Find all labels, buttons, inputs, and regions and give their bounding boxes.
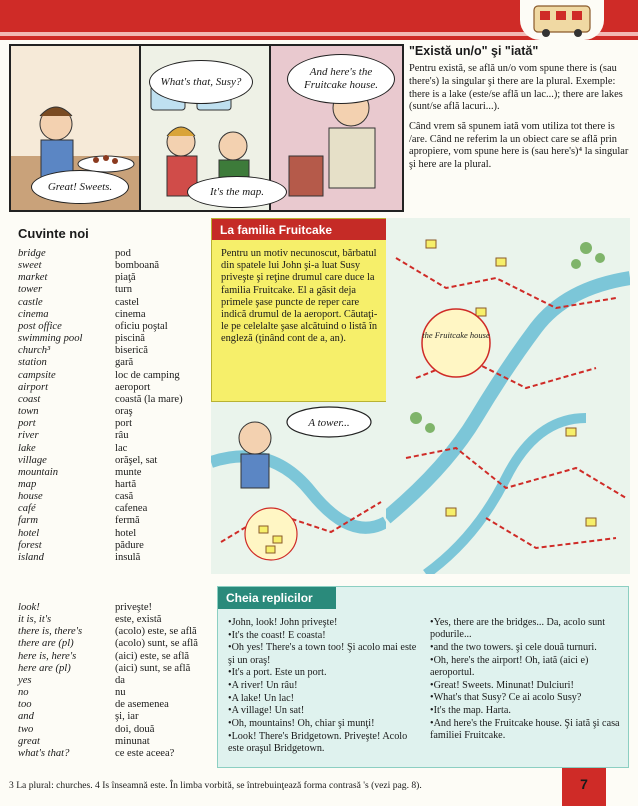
vocab-romanian: oraş: [115, 406, 133, 418]
vocab-romanian: (aici) este, se află: [115, 650, 190, 662]
vocab-english: house: [18, 491, 43, 503]
vocab-row: [18, 675, 213, 687]
vocab-romanian: port: [115, 418, 133, 430]
vocab-english: village: [18, 454, 47, 466]
answer-key-line: •Oh, here's the airport! Oh, iată (aici e) aeroportul.: [430, 654, 589, 678]
vocab-list: [18, 248, 213, 564]
vocab-english: bridge: [18, 248, 46, 259]
vocab-english: campsite: [18, 369, 56, 381]
vocab-english: café: [18, 503, 36, 515]
vocab-row: [18, 382, 213, 394]
vocab-romanian: şi, iar: [115, 711, 139, 723]
vocab-english: too: [18, 699, 32, 711]
family-box-title: La familia Fruitcake: [212, 219, 387, 240]
speech-bubble: It's the map.: [187, 176, 287, 208]
answer-key-line: •Oh yes! There's a town too! Şi acolo mai este şi un oraş!: [228, 642, 417, 666]
grammar-paragraph: Când vrem să spunem iată vom utiliza tot there is /are. Când ne referim la un obiect care se află prin apropiere, vom spune here is (sau here's)⁴ la singular şi here are la plural.: [409, 121, 629, 171]
vocab-row: [18, 626, 213, 638]
vocab-english: station: [18, 357, 47, 369]
vocab-row: [18, 406, 213, 418]
vocab-english: look!: [18, 602, 40, 613]
vocab-row: [18, 699, 213, 711]
vocab-romanian: coastă (la mare): [115, 393, 183, 405]
route-map-lower: [211, 402, 386, 574]
vocab-romanian: aeroport: [115, 381, 151, 393]
vocab-romanian: pădure: [115, 539, 144, 551]
vocab-romanian: de asemenea: [115, 699, 169, 711]
vocab-english: it is, it's: [18, 614, 52, 626]
answer-key-line: •Oh, mountains! Oh, chiar şi munţi!: [228, 718, 375, 730]
vocab-english: post office: [18, 320, 62, 332]
vocab-row: [18, 711, 213, 723]
vocab-romanian: oficiu poştal: [115, 320, 168, 332]
vocab-row: [18, 503, 213, 515]
vocab-english: here is, here's: [18, 650, 77, 662]
vocab-romanian: priveşte!: [115, 602, 153, 613]
vocab-english: mountain: [18, 466, 59, 478]
answer-key-line: •A river! Un râu!: [228, 680, 298, 692]
vocab-row: [18, 418, 213, 430]
vocab-english: here are (pl): [18, 662, 71, 674]
vocab-english: town: [18, 406, 39, 418]
vocab-english: yes: [18, 674, 32, 686]
answer-key-line: •John, look! John priveşte!: [228, 617, 338, 628]
vocab-row: [18, 357, 213, 369]
vocab-english: two: [18, 723, 34, 735]
vocab-english: airport: [18, 381, 49, 393]
vocab-romanian: fermă: [115, 515, 140, 527]
vocab-english: farm: [18, 515, 39, 527]
answer-key-line: •A lake! Un lac!: [228, 692, 295, 704]
vocab-romanian: (acolo) sunt, se află: [115, 638, 198, 650]
vocab-row: [18, 345, 213, 357]
vocab-row: [18, 602, 213, 614]
vocab-english: and: [18, 711, 34, 723]
map-house-label: the Fruitcake house: [422, 330, 490, 340]
speech-bubble: What's that, Susy?: [149, 60, 253, 104]
answer-key-right: [430, 617, 625, 743]
vocab-romanian: (aici) sunt, se află: [115, 662, 191, 674]
vocab-row: [18, 638, 213, 650]
answer-key-line: •It's the map. Harta.: [430, 704, 511, 716]
answer-key-line: •It's a port. Este un port.: [228, 667, 327, 679]
answer-key-line: •Yes, there are the bridges... Da, acolo sunt podurile...: [430, 617, 606, 641]
vocab-row: [18, 333, 213, 345]
vocab-row: [18, 430, 213, 442]
vocab-title: Cuvinte noi: [18, 226, 89, 241]
vocab-romanian: castel: [115, 296, 140, 308]
vocab-romanian: hartă: [115, 478, 137, 490]
answer-key-title: Cheia replicilor: [218, 587, 336, 609]
page-number: 7: [562, 768, 606, 806]
vocab-romanian: nu: [115, 687, 126, 699]
vocab-row: [18, 479, 213, 491]
vocab-english: island: [18, 551, 44, 563]
vocab-english: swimming pool: [18, 333, 83, 345]
route-map: [386, 218, 630, 574]
vocab-row: [18, 614, 213, 626]
vocab-english: port: [18, 418, 36, 430]
family-box-text: Pentru un motiv necunoscut, bărbatul din spatele lui John şi-a luat Susy priveşte şi reţine drumul care duce la familia Fruitcake. El a găsit deja primele şase puncte de reper care indică drumul de la aeroport. Căutaţi-le pe celelalte şase alcătuind o listă în engleză (ţinând cont de a, an).: [221, 248, 378, 345]
vocab-row: [18, 736, 213, 748]
vocab-row: [18, 748, 213, 760]
vocab-english: castle: [18, 296, 43, 308]
chapter-badge: [520, 0, 604, 40]
vocab-english: no: [18, 687, 29, 699]
vocab-english: river: [18, 430, 39, 442]
answer-key-line: •and the two towers. şi cele două turnuri.: [430, 641, 597, 653]
vocab-row: [18, 321, 213, 333]
vocab-romanian: piscină: [115, 333, 146, 345]
answer-key-line: •It's the coast! E coasta!: [228, 629, 326, 641]
vocab-english: what's that?: [18, 747, 70, 759]
vocab-row: [18, 687, 213, 699]
vocab-row: [18, 394, 213, 406]
answer-key-line: •Great! Sweets. Minunat! Dulciuri!: [430, 679, 574, 691]
vocab-row: [18, 515, 213, 527]
vocab-row: [18, 309, 213, 321]
speech-bubble: And here's the Fruitcake house.: [287, 54, 395, 104]
vocab-romanian: ce este aceea?: [115, 747, 175, 759]
vocab-row: [18, 663, 213, 675]
answer-key-line: •And here's the Fruitcake house. Şi iată şi casa familiei Fruitcake.: [430, 717, 620, 741]
vocab-romanian: orăşel, sat: [115, 454, 158, 466]
answer-key-line: •What's that Susy? Ce ai acolo Susy?: [430, 692, 582, 704]
vocab-row: [18, 260, 213, 272]
vocab-english: there are (pl): [18, 638, 74, 650]
vocab-romanian: (acolo) este, se află: [115, 626, 197, 638]
grammar-explanation: [409, 44, 629, 179]
vocab-romanian: pod: [115, 248, 131, 259]
vocab-english: church³: [18, 345, 51, 357]
vocab-english: market: [18, 272, 48, 284]
vocab-romanian: cinema: [115, 308, 146, 320]
map-speech-bubble: A tower...: [308, 417, 350, 429]
vocab-romanian: hotel: [115, 527, 137, 539]
family-box: [211, 218, 388, 402]
comic-strip: [9, 44, 404, 212]
vocab-romanian: bomboană: [115, 260, 160, 272]
vocab-romanian: piaţă: [115, 272, 136, 284]
vocab-romanian: loc de camping: [115, 369, 180, 381]
vocab-romanian: munte: [115, 466, 142, 478]
vocab-row: [18, 528, 213, 540]
vocab-row: [18, 491, 213, 503]
vocab-romanian: biserică: [115, 345, 148, 357]
answer-key-left: [228, 617, 420, 756]
vocab-row: [18, 443, 213, 455]
vocab-romanian: minunat: [115, 735, 150, 747]
vocab-romanian: da: [115, 674, 125, 686]
vocab-row: [18, 272, 213, 284]
vocab-row: [18, 651, 213, 663]
vocab-english: sweet: [18, 260, 42, 272]
grammar-title: "Există un/o" şi "iată": [409, 44, 539, 58]
grammar-paragraph: Pentru există, se află un/o vom spune there is (sau there's) la singular şi there are la plural. Exemple: there is a lake (este/se află un lac...); there are lakes (sunt/se află lacuri...).: [409, 63, 623, 113]
vocab-row: [18, 455, 213, 467]
vocab-romanian: este, există: [115, 614, 162, 626]
vocab-english: cinema: [18, 308, 49, 320]
vocab-romanian: râu: [115, 430, 129, 442]
vocab-romanian: cafenea: [115, 503, 148, 515]
vocab-romanian: casă: [115, 491, 134, 503]
vocab-row: [18, 552, 213, 564]
vocab-romanian: gară: [115, 357, 134, 369]
vocab-english: map: [18, 478, 37, 490]
vocab-row: [18, 467, 213, 479]
vocab-row: [18, 370, 213, 382]
vocab-english: great: [18, 735, 40, 747]
top-band: [0, 0, 638, 40]
vocab-romanian: insulă: [115, 551, 141, 563]
vocab-english: there is, there's: [18, 626, 83, 638]
vocab-row: [18, 540, 213, 552]
vocab-english: coast: [18, 393, 41, 405]
answer-key-line: •A village! Un sat!: [228, 705, 305, 717]
vocab-english: lake: [18, 442, 36, 454]
phrase-list: [18, 602, 213, 760]
speech-bubble: Great! Sweets.: [31, 170, 129, 204]
vocab-row: [18, 248, 213, 260]
train-badge-icon: [520, 0, 604, 40]
answer-key: [217, 586, 629, 768]
vocab-row: [18, 297, 213, 309]
vocab-english: hotel: [18, 527, 40, 539]
footnote: 3 La plural: churches. 4 Is înseamnă este. În limba vorbită, se întrebuinţează forma contrasă 's (vezi pag. 8).: [9, 780, 422, 791]
vocab-row: [18, 284, 213, 296]
answer-key-line: •Look! There's Bridgetown. Priveşte! Acolo este oraşul Bridgetown.: [228, 730, 408, 755]
vocab-row: [18, 724, 213, 736]
vocab-english: forest: [18, 539, 42, 551]
vocab-romanian: turn: [115, 284, 133, 296]
vocab-english: tower: [18, 284, 43, 296]
vocab-romanian: lac: [115, 442, 128, 454]
vocab-romanian: doi, două: [115, 723, 155, 735]
